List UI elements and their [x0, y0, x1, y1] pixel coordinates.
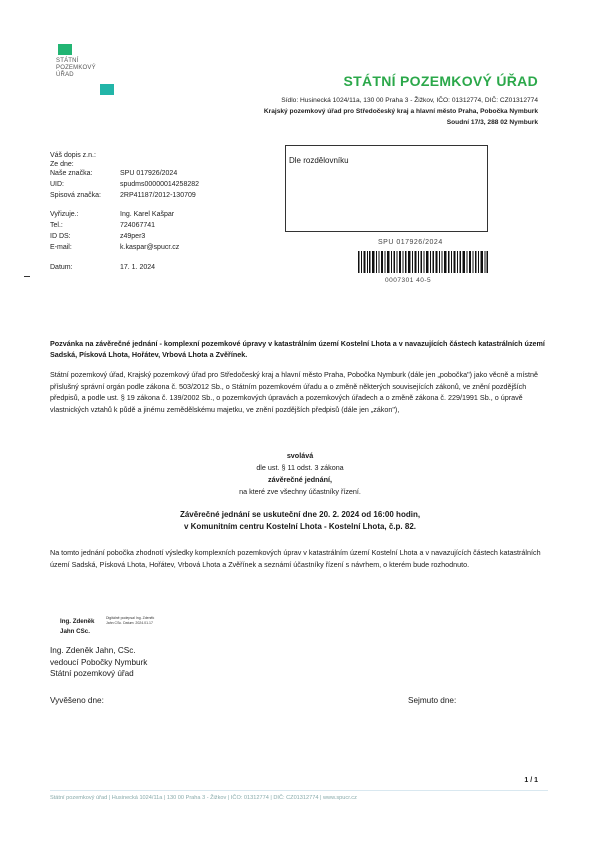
footer-text: Státní pozemkový úřad | Husinecká 1024/11a | 130 00 Praha 3 - Žižkov | IČO: 01312774 | DIČ: CZ01312774 | www.spucr.cz [50, 795, 357, 801]
signer-name: Ing. Zdeněk Jahn, CSc. [50, 646, 136, 655]
barcode-number: 0007301 40-5 [385, 277, 432, 284]
convenes-text: svolává [286, 451, 314, 460]
meeting-date: Závěrečné jednání se uskuteční dne 20. 2. 2024 od 16:00 hodin, [179, 510, 421, 519]
digital-signature-name: Ing. Zdeněk Jahn CSc. [60, 618, 95, 635]
logo-square-bottom [100, 84, 114, 95]
signer-office: Státní pozemkový úřad [50, 669, 134, 678]
header-address: Soudní 17/3, 288 02 Nymburk [446, 119, 538, 126]
meeting-place: v Komunitním centru Kostelní Lhota - Kostelní Lhota, č.p. 82. [183, 522, 416, 531]
law-reference: dle ust. § 11 odst. 3 zákona [256, 463, 344, 472]
footer-divider [50, 790, 548, 791]
removed-label: Sejmuto dne: [408, 696, 457, 705]
invite-all-text: na které zve všechny účastníky řízení. [239, 487, 361, 496]
document-subject: Pozvánka na závěrečné jednání - komplexní pozemkové úpravy v katastrálním území Kostelní Lhota a v navazujících částech katastrálních území Sadská, Písková Lhota, Hořátev, Vrbová Lhota a Zvěřínek. [50, 339, 545, 359]
fold-mark [24, 276, 30, 277]
page-number: 1 / 1 [524, 777, 538, 784]
logo-text: STÁTNÍ POZEMKOVÝ ÚŘAD [56, 58, 96, 78]
agenda-paragraph: Na tomto jednání pobočka zhodnotí výsledky komplexních pozemkových úprav v katastrálním území Kostelní Lhota a v navazujících částech katastrálních území Sadská, Písková Lhota, Hořátev, Vrbová Lhota a Zvěřínek a seznámí účastníky řízení s návrhem, o kterém bude rozhodnuto. [50, 548, 541, 569]
recipient-box [285, 145, 488, 232]
digital-signature-details: Digitálně podepsal Ing. Zdeněk Jahn CSc. Datum: 2024.01.17 [106, 616, 155, 625]
meeting-type: závěrečné jednání, [268, 475, 332, 484]
barcode-label: SPU 017926/2024 [378, 239, 443, 246]
header-office: Krajský pozemkový úřad pro Středočeský kraj a hlavní město Praha, Pobočka Nymburk [263, 108, 538, 115]
barcode [358, 251, 488, 273]
intro-paragraph: Státní pozemkový úřad, Krajský pozemkový úřad pro Středočeský kraj a hlavní město Praha, Pobočka Nymburk (dále jen „pobočka") jako věcně a místně příslušný správní orgán podle zákona č. 503/2012 Sb., o Státním pozemkovém úřadu a o změně některých souvisejících zákonů, ve znění pozdějších předpisů, a podle ust. § 19 zákona č. 139/2002 Sb., o pozemkových úpravách a pozemkových úřadech a o změně zákona č. 229/1991 Sb., o úpravě vlastnických vztahů k půdě a jinému zemědělskému majetku, ve znění pozdějších předpisů (dále jen „zákon"), [50, 370, 538, 414]
posted-label: Vyvěšeno dne: [50, 696, 104, 705]
header-seat: Sídlo: Husinecká 1024/11a, 130 00 Praha 3 - Žižkov, IČO: 01312774, DIČ: CZ01312774 [281, 97, 538, 104]
recipient-text: Dle rozdělovníku [289, 156, 349, 165]
organization-name: STÁTNÍ POZEMKOVÝ ÚŘAD [343, 73, 538, 89]
signature-block [50, 645, 147, 680]
logo-square-top [58, 44, 72, 55]
signer-role: vedoucí Pobočky Nymburk [50, 657, 148, 667]
